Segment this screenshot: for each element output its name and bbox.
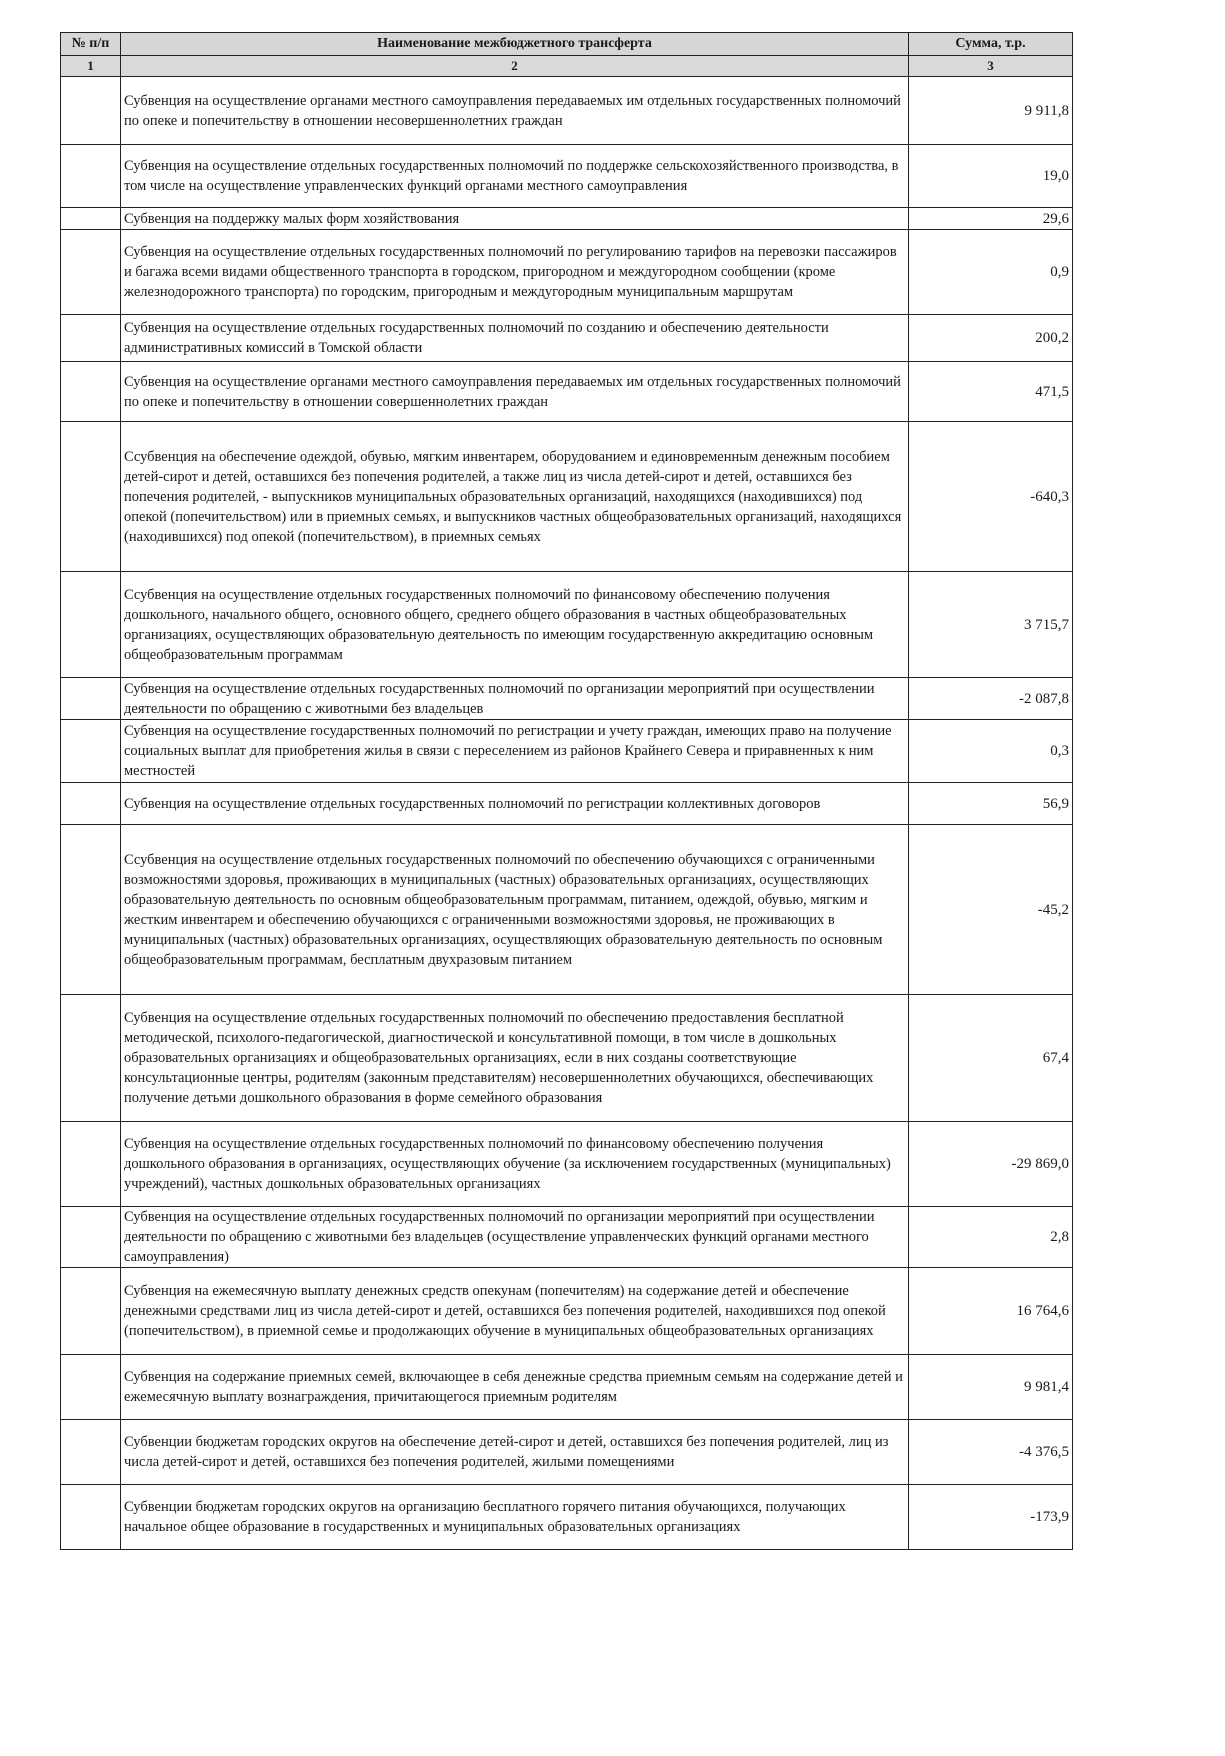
header-sum: Сумма, т.р. xyxy=(909,33,1073,56)
transfers-table xyxy=(60,32,1073,1550)
row-number xyxy=(61,678,121,720)
transfer-sum: -45,2 xyxy=(909,825,1073,995)
table-row xyxy=(61,422,1073,572)
table-row xyxy=(61,1485,1073,1550)
transfer-name: Субвенция на ежемесячную выплату денежных средств опекунам (попечителям) на содержание детей и обеспечение денежными средствами лиц из числа детей-сирот и детей, оставшихся без попечения родителей, находившихся под опекой (попечительством), в приемной семье и продолжающих обучение в муниципальных общеобразовательных организациях xyxy=(121,1268,909,1355)
transfer-name: Ссубвенция на осуществление отдельных государственных полномочий по финансовому обеспечению получения дошкольного, начального общего, основного общего, среднего общего образования в частных общеобразовательных организациях, осуществляющих образовательную деятельность по имеющим государственную аккредитацию основным общеобразовательным программам xyxy=(121,572,909,678)
row-number xyxy=(61,1420,121,1485)
table-row xyxy=(61,315,1073,362)
transfer-sum: 3 715,7 xyxy=(909,572,1073,678)
table-row xyxy=(61,572,1073,678)
transfer-sum: 16 764,6 xyxy=(909,1268,1073,1355)
transfer-sum: 9 911,8 xyxy=(909,77,1073,145)
row-number xyxy=(61,1207,121,1268)
transfer-sum: -29 869,0 xyxy=(909,1122,1073,1207)
transfer-sum: -173,9 xyxy=(909,1485,1073,1550)
table-row xyxy=(61,825,1073,995)
table-row xyxy=(61,783,1073,825)
row-number xyxy=(61,1268,121,1355)
transfer-sum: 56,9 xyxy=(909,783,1073,825)
transfer-name: Субвенция на содержание приемных семей, включающее в себя денежные средства приемным семьям на содержание детей и ежемесячную выплату вознаграждения, причитающегося приемным родителям xyxy=(121,1355,909,1420)
transfer-name: Субвенция на осуществление органами местного самоуправления передаваемых им отдельных государственных полномочий по опеке и попечительству в отношении совершеннолетних граждан xyxy=(121,362,909,422)
transfer-name: Субвенция на осуществление отдельных государственных полномочий по поддержке сельскохозяйственного производства, в том числе на осуществление управленческих функций органами местного самоуправления xyxy=(121,145,909,208)
table-row xyxy=(61,1355,1073,1420)
row-number xyxy=(61,422,121,572)
column-number: 1 xyxy=(61,56,121,77)
transfer-name: Субвенция на осуществление отдельных государственных полномочий по организации мероприятий при осуществлении деятельности по обращению с животными без владельцев xyxy=(121,678,909,720)
row-number xyxy=(61,572,121,678)
row-number xyxy=(61,315,121,362)
transfer-name: Субвенция на поддержку малых форм хозяйствования xyxy=(121,208,909,230)
transfer-name: Субвенция на осуществление отдельных государственных полномочий по регистрации коллективных договоров xyxy=(121,783,909,825)
transfer-name: Ссубвенция на осуществление отдельных государственных полномочий по обеспечению обучающихся с ограниченными возможностями здоровья, проживающих в муниципальных (частных) образовательных организациях, осуществляющих образовательную деятельность по основным общеобразовательным программам, питанием, одеждой, обувью, мягким и жестким инвентарем и обеспечению обучающихся с ограниченными возможностями здоровья, не проживающих в муниципальных (частных) образовательных организациях, осуществляющих образовательную деятельность по основным общеобразовательным программам, бесплатным двухразовым питанием xyxy=(121,825,909,995)
transfer-sum: 67,4 xyxy=(909,995,1073,1122)
transfer-sum: 2,8 xyxy=(909,1207,1073,1268)
header-row xyxy=(61,33,1073,56)
transfer-name: Субвенции бюджетам городских округов на организацию бесплатного горячего питания обучающихся, получающих начальное общее образование в государственных и муниципальных образовательных организациях xyxy=(121,1485,909,1550)
table-row xyxy=(61,1122,1073,1207)
transfer-name: Субвенция на осуществление отдельных государственных полномочий по созданию и обеспечению деятельности административных комиссий в Томской области xyxy=(121,315,909,362)
transfer-name: Субвенции бюджетам городских округов на обеспечение детей-сирот и детей, оставшихся без попечения родителей, лиц из числа детей-сирот и детей, оставшихся без попечения родителей, жилыми помещениями xyxy=(121,1420,909,1485)
table-row xyxy=(61,1420,1073,1485)
row-number xyxy=(61,77,121,145)
transfer-sum: 0,3 xyxy=(909,720,1073,783)
transfer-sum: 29,6 xyxy=(909,208,1073,230)
transfer-sum: 471,5 xyxy=(909,362,1073,422)
row-number xyxy=(61,720,121,783)
transfer-name: Субвенция на осуществление отдельных государственных полномочий по финансовому обеспечению получения дошкольного образования в организациях, осуществляющих обучение (за исключением государственных (муниципальных) учреждений), частных дошкольных образовательных организациях xyxy=(121,1122,909,1207)
header-number: № п/п xyxy=(61,33,121,56)
row-number xyxy=(61,783,121,825)
row-number xyxy=(61,825,121,995)
row-number xyxy=(61,1485,121,1550)
row-number xyxy=(61,362,121,422)
column-number: 3 xyxy=(909,56,1073,77)
transfer-sum: -2 087,8 xyxy=(909,678,1073,720)
transfer-sum: 9 981,4 xyxy=(909,1355,1073,1420)
table-row xyxy=(61,362,1073,422)
table-row xyxy=(61,230,1073,315)
row-number xyxy=(61,995,121,1122)
header-name: Наименование межбюджетного трансферта xyxy=(121,33,909,56)
transfer-name: Субвенция на осуществление отдельных государственных полномочий по регулированию тарифов на перевозки пассажиров и багажа всеми видами общественного транспорта в городском, пригородном и междугородном сообщении (кроме железнодорожного транспорта) по городским, пригородным и междугородным муниципальным маршрутам xyxy=(121,230,909,315)
transfer-sum: 0,9 xyxy=(909,230,1073,315)
table-row xyxy=(61,77,1073,145)
transfer-sum: 200,2 xyxy=(909,315,1073,362)
table-row xyxy=(61,678,1073,720)
transfer-sum: -4 376,5 xyxy=(909,1420,1073,1485)
table-row xyxy=(61,208,1073,230)
transfer-name: Субвенция на осуществление отдельных государственных полномочий по обеспечению предоставления бесплатной методической, психолого-педагогической, диагностической и консультативной помощи, в том числе в дошкольных образовательных организациях и общеобразовательных организациях, если в них созданы соответствующие консультационные центры, родителям (законным представителям) несовершеннолетних обучающихся, обеспечивающих получение детьми дошкольного образования в форме семейного образования xyxy=(121,995,909,1122)
transfer-sum: -640,3 xyxy=(909,422,1073,572)
table-row xyxy=(61,1207,1073,1268)
table-row xyxy=(61,995,1073,1122)
transfer-name: Субвенция на осуществление отдельных государственных полномочий по организации мероприятий при осуществлении деятельности по обращению с животными без владельцев (осуществление управленческих функций органами местного самоуправления) xyxy=(121,1207,909,1268)
transfer-name: Ссубвенция на обеспечение одеждой, обувью, мягким инвентарем, оборудованием и единовременным денежным пособием детей-сирот и детей, оставшихся без попечения родителей, а также лиц из числа детей-сирот и детей, оставшихся без попечения родителей, - выпускников муниципальных образовательных организаций, находящихся (находившихся) под опекой (попечительством) или в приемных семьях, и выпускников частных общеобразовательных организаций, находящихся (находившихся) под опекой (попечительством), в приемных семьях xyxy=(121,422,909,572)
table-row xyxy=(61,720,1073,783)
row-number xyxy=(61,1122,121,1207)
row-number xyxy=(61,208,121,230)
transfer-name: Субвенция на осуществление государственных полномочий по регистрации и учету граждан, имеющих право на получение социальных выплат для приобретения жилья в связи с переселением из районов Крайнего Севера и приравненных к ним местностей xyxy=(121,720,909,783)
row-number xyxy=(61,145,121,208)
column-number: 2 xyxy=(121,56,909,77)
column-number-row xyxy=(61,56,1073,77)
transfer-name: Субвенция на осуществление органами местного самоуправления передаваемых им отдельных государственных полномочий по опеке и попечительству в отношении несовершеннолетних граждан xyxy=(121,77,909,145)
transfer-sum: 19,0 xyxy=(909,145,1073,208)
row-number xyxy=(61,230,121,315)
table-row xyxy=(61,145,1073,208)
table-row xyxy=(61,1268,1073,1355)
row-number xyxy=(61,1355,121,1420)
